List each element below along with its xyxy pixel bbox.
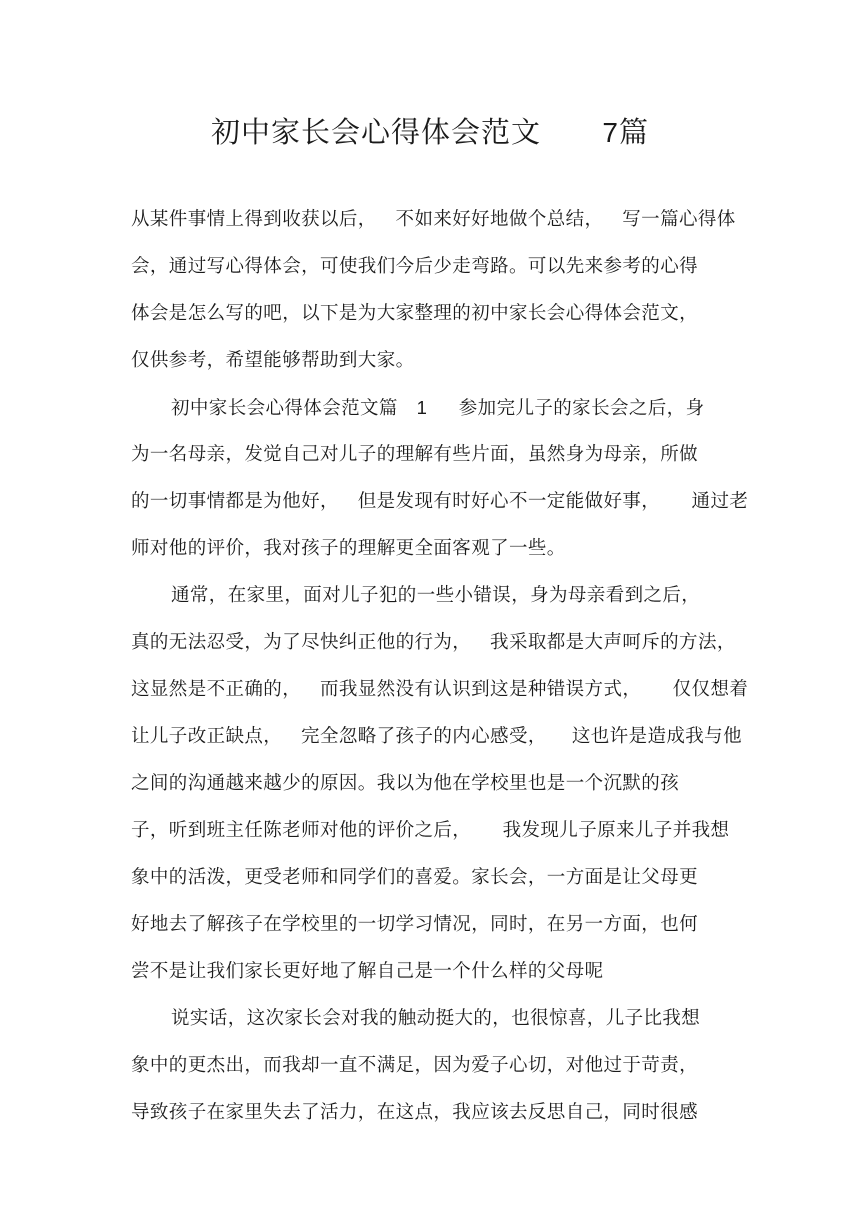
title-number: 7 [602,117,619,148]
paragraph-line: 师对他的评价，我对孩子的理解更全面客观了一些。 [131,538,566,559]
paragraph-line: 体会是怎么写的吧，以下是为大家整理的初中家长会心得体会范文， [131,303,699,324]
title-suffix: 篇 [618,115,649,149]
paragraph-line: 让儿子改正缺点， 完全忽略了孩子的内心感受， 这也许是造成我与他 [131,726,742,747]
paragraph-line: 好地去了解孩子在学校里的一切学习情况，同时，在另一方面，也何 [131,914,699,935]
paragraph-line: 会，通过写心得体会，可使我们今后少走弯路。可以先来参考的心得 [131,256,699,277]
paragraph-line: 之间的沟通越来越少的原因。我以为他在学校里也是一个沉默的孩 [131,773,680,794]
paragraph-line: 为一名母亲，发觉自己对儿子的理解有些片面，虽然身为母亲，所做 [131,444,699,465]
paragraph-line: 象中的活泼，更受老师和同学们的喜爱。家长会，一方面是让父母更 [131,867,699,888]
section-heading-line [131,392,731,439]
section-heading: 初中家长会心得体会范文篇 [171,398,398,419]
paragraph-line: 导致孩子在家里失去了活力，在这点，我应该去反思自己，同时很感 [131,1102,699,1123]
paragraph-line: 象中的更杰出，而我却一直不满足，因为爱子心切，对他过于苛责， [131,1055,699,1076]
paragraph-line: 这显然是不正确的， 而我显然没有认识到这是种错误方式， 仅仅想着 [131,679,749,700]
paragraph-line: 的一切事情都是为他好， 但是发现有时好心不一定能做好事， 通过老 [131,491,749,512]
document-title [0,112,860,153]
document-body [131,204,749,1144]
section-number: 1 [416,397,428,418]
paragraph-line: 说实话，这次家长会对我的触动挺大的，也很惊喜，儿子比我想 [171,1008,701,1029]
paragraph-line: 仅供参考，希望能够帮助到大家。 [131,350,415,371]
paragraph-line: 从某件事情上得到收获以后， 不如来好好地做个总结， 写一篇心得体 [131,209,736,230]
paragraph-line: 子，听到班主任陈老师对他的评价之后， 我发现儿子原来儿子并我想 [131,820,730,841]
title-text: 初中家长会心得体会范文 [211,115,542,149]
paragraph-line: 通常，在家里，面对儿子犯的一些小错误，身为母亲看到之后， [171,585,701,606]
paragraph-line: 真的无法忍受，为了尽快纠正他的行为， 我采取都是大声呵斥的方法， [131,632,736,653]
paragraph-line: 尝不是让我们家长更好地了解自己是一个什么样的父母呢 [131,961,604,982]
section-text: 参加完儿子的家长会之后，身 [458,398,705,419]
